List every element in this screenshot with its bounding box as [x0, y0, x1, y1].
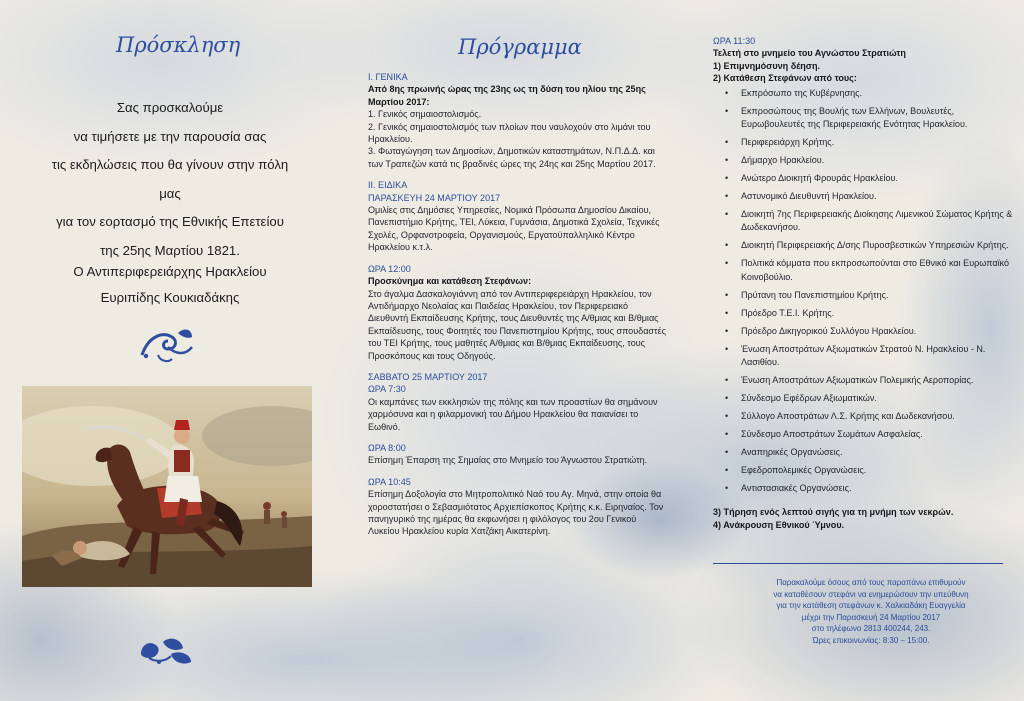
ceremony-heading: Τελετή στο μνημείο του Αγνώστου Στρατιώτη [713, 48, 906, 59]
list-item: • Πολιτικά κόμματα που εκπροσωπούνται στο Εθνικό και Ευρωπαϊκό Κοινοβούλιο. [713, 257, 1013, 284]
invitation-line: της 25ης Μαρτίου 1821. [100, 242, 240, 258]
invitation-text [40, 94, 300, 265]
contact-line: στο τηλέφωνο 2813 400244, 243. [811, 624, 931, 634]
time-0730-text: Οι καμπάνες των εκκλησιών της πόλης και των προαστίων θα σημάνουν χαρμόσυνα και η φιλαρμονική του Δήμου Ηρακλείου θα παιανίσει το Εωθινό. [368, 396, 658, 432]
flourish-ornament-icon [138, 325, 196, 365]
horseman-painting [22, 386, 312, 587]
list-item: • Ανώτερο Διοικητή Φρουράς Ηρακλείου. [713, 172, 1013, 185]
list-item: • Διοικητή Περιφερειακής Δ/σης Πυροσβεστικών Υπηρεσιών Κρήτης. [713, 239, 1013, 252]
time-1045-heading: ΩΡΑ 10:45 [368, 476, 411, 487]
ceremony-item-4: 4) Ανάκρουση Εθνικού Ύμνου. [713, 519, 845, 530]
ceremony-item-1: 1) Επιμνημόσυνη δέηση. [713, 60, 821, 71]
ceremony-item-2: 2) Κατάθεση Στεφάνων από τους: [713, 73, 857, 84]
friday-text: Ομιλίες στις Δημόσιες Υπηρεσίες, Νομικά Πρόσωπα Δημοσίου Δικαίου, Πανεπιστήμιο Κρήτης, ΤΕΙ, Λύκεια, Γυμνάσια, Δημοτικά Σχολεία, Τεχνικές Σχολές, Ορφανοτροφεία, Οργανισμούς, Εργατοϋπαλληλικό Κέντρο Ηρακλείου κ.τ.λ. [368, 205, 660, 253]
signature-block [40, 259, 300, 311]
friday-date-heading: ΠΑΡΑΣΚΕΥΗ 24 ΜΑΡΤΙΟΥ 2017 [368, 192, 501, 203]
contact-line: Παρακαλούμε όσους από τους παραπάνω επιθυμούν [776, 578, 966, 587]
invitation-title: Πρόσκληση [116, 33, 241, 57]
invitation-line: να τιμήσετε με την παρουσία σας [73, 128, 267, 144]
general-item: 2. Γενικός σημαιοστολισμός των πλοίων που ναυλοχούν στο λιμάνι του Ηρακλείου. [368, 121, 651, 145]
list-item: • Διοικητή 7ης Περιφερειακής Διοίκησης Λιμενικού Σώματος Κρήτης & Δωδεκανήσου. [713, 208, 1013, 235]
saturday-date-heading: ΣΑΒΒΑΤΟ 25 ΜΑΡΤΙΟΥ 2017 [368, 371, 488, 382]
time-1130-heading: ΩΡΑ 11:30 [713, 36, 756, 46]
invitation-line: Σας προσκαλούμε [116, 100, 224, 115]
time-0800-text: Επίσημη Έπαρση της Σημαίας στο Μνημείο του Άγνωστου Στρατιώτη. [368, 455, 648, 466]
list-item: • Εκπρόσωπο της Κυβέρνησης. [713, 87, 1013, 100]
contact-line: για την κατάθεση στεφάνων κ. Χαλκιαδάκη Ευαγγελία [776, 601, 966, 611]
list-item: • Σύνδεσμο Εφέδρων Αξιωματικών. [713, 392, 1013, 405]
general-period: Από 8ης πρωινής ώρας της 23ης ως τη δύση του ηλίου της 25ης Μαρτίου 2017: [368, 84, 646, 107]
contact-line: Ώρες επικοινωνίας: 8:30 – 15:00. [812, 635, 930, 645]
invitation-panel [0, 0, 336, 701]
contact-line: μέχρι την Παρασκευή 24 Μαρτίου 2017 [801, 612, 941, 622]
time-0730-heading: ΩΡΑ 7:30 [368, 384, 406, 395]
ceremony-item-3: 3) Τήρηση ενός λεπτού σιγής για τη μνήμη των νεκρών. [713, 507, 954, 518]
list-item: • Εφεδροπολεμικές Οργανώσεις. [713, 464, 1013, 477]
list-item: • Αντιστασιακές Οργανώσεις. [713, 482, 1013, 495]
invitation-line: για τον εορτασμό της Εθνικής Επετείου [56, 214, 284, 229]
invitation-line: τις εκδηλώσεις που θα γίνουν στην πόλη μας [51, 157, 289, 201]
general-item: 3. Φωταγώγηση των Δημοσίων, Δημοτικών καταστημάτων, Ν.Π.Δ.Δ. και των Τραπεζών κατά τις βραδινές ώρες της 24ης και 25ης Μαρτίου 2017. [368, 146, 656, 169]
list-item: • Ένωση Αποστράτων Αξιωματικών Πολεμικής Αεροπορίας. [713, 374, 1013, 387]
time-1200-heading: ΩΡΑ 12:00 [368, 263, 411, 274]
signer-title: Ο Αντιπεριφερειάρχης Ηρακλείου [73, 264, 267, 279]
list-item: • Αστυνομικό Διευθυντή Ηρακλείου. [713, 190, 1013, 203]
list-item: • Περιφερειάρχη Κρήτης. [713, 136, 1013, 149]
signer-name: Ευριπίδης Κουκιαδάκης [100, 290, 240, 305]
divider [713, 563, 1003, 564]
wreath-laying-heading: Προσκύνημα και κατάθεση Στεφάνων: [368, 276, 532, 287]
wreath-list [713, 87, 1013, 496]
list-item: • Σύλλογο Αποστράτων Λ.Σ. Κρήτης και Δωδεκανήσου. [713, 410, 1013, 423]
section-general-heading: Ι. ΓΕΝΙΚΑ [368, 72, 408, 82]
section-special-heading: ΙΙ. ΕΙΔΙΚΑ [368, 180, 408, 191]
general-item: 1. Γενικός σημαιοστολισμός. [368, 109, 482, 120]
list-item: • Αναπηρικές Οργανώσεις. [713, 446, 1013, 459]
list-item: • Σύνδεσμο Αποστράτων Σωμάτων Ασφαλείας. [713, 428, 1013, 441]
ceremony-column [713, 35, 1013, 531]
wreath-laying-text: Στο άγαλμα Δασκαλογιάννη από τον Αντιπεριφερειάρχη Ηρακλείου, τον Αντιδήμαρχο Νεολαίας και Παιδείας Ηρακλείου, τον Περιφερειακό Διευθυντή Εκπαίδευσης Κρήτης, τους Διευθυντές της Α/θμιας και Β/θμιας Εκπαίδευσης, τους Φοιτητές του Πανεπιστημίου Κρήτης, τους σπουδαστές του ΤΕΙ Κρήτης, τους μαθητές Α/θμιας και Β/θμιας Εκπαίδευσης, τους Προσκόπους και τους Οδηγούς. [368, 288, 666, 361]
time-0800-heading: ΩΡΑ 8:00 [368, 442, 406, 453]
leaf-ornament-icon [135, 632, 197, 668]
list-item: • Πρύτανη του Πανεπιστημίου Κρήτης. [713, 289, 1013, 302]
list-item: • Πρόεδρο Τ.Ε.Ι. Κρήτης. [713, 307, 1013, 320]
list-item: • Πρόεδρο Δικηγορικού Συλλόγου Ηρακλείου. [713, 325, 1013, 338]
list-item: • Δήμαρχο Ηρακλείου. [713, 154, 1013, 167]
contact-note [740, 577, 1002, 647]
program-title: Πρόγραμμα [458, 35, 582, 59]
list-item: • Εκπροσώπους της Βουλής των Ελλήνων, Βουλευτές, Ευρωβουλευτές της Περιφερειακής Ενότητας Ηρακλείου. [713, 105, 1013, 132]
contact-line: να καταθέσουν στεφάνι να ενημερώσουν την υπεύθυνη [773, 589, 969, 599]
list-item: • Ένωση Αποστράτων Αξιωματικών Στρατού Ν. Ηρακλείου - Ν. Λασιθίου. [713, 343, 1013, 370]
time-1045-text: Επίσημη Δοξολογία στο Μητροπολιτικό Ναό του Αγ. Μηνά, στην οποία θα χοροστατήσει ο Σεβασμιότατος Αρχιεπίσκοπος Κρήτης κ.κ. Ειρηναίος. Τον πανηγυρικό της ημέρας θα εκφωνήσει η φιλόλογος του 2ου Γενικού Λυκείου Ηρακλείου κυρία Χατζάκη Αικατερίνη. [368, 489, 664, 537]
program-column [368, 71, 668, 538]
